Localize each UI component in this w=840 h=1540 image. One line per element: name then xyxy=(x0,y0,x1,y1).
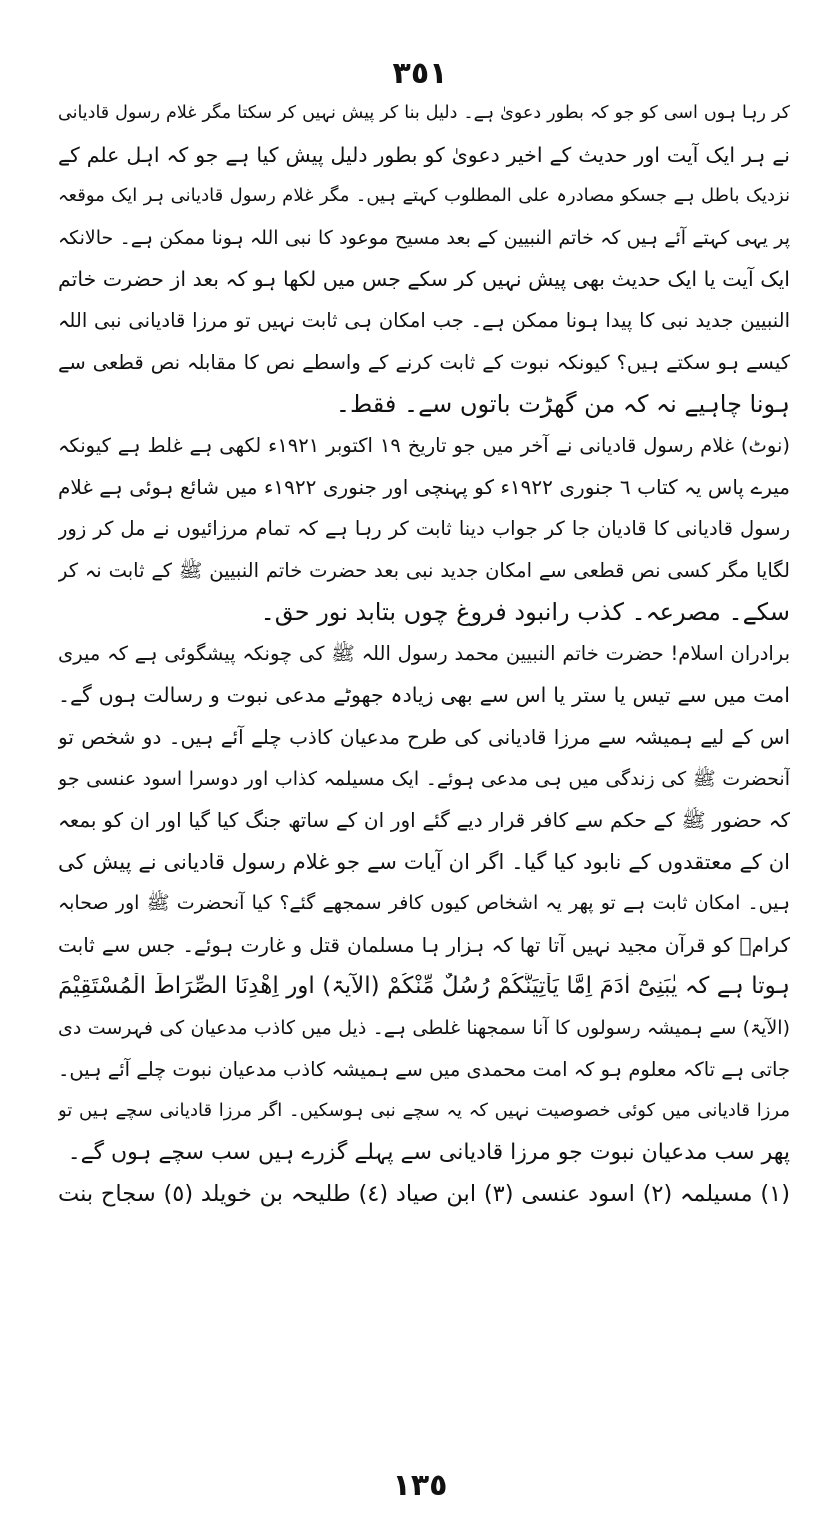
text-line: جاتی ہے تاکہ معلوم ہو کہ امت محمدی میں سے ہمیشہ کاذب مدعیان نبوت چلے آئے ہیں۔ xyxy=(58,1057,790,1081)
text-line: کرامؓ کو قرآن مجید نہیں آتا تھا کہ ہزار ہا مسلمان قتل و غارت ہوئے۔ جس سے ثابت xyxy=(58,932,790,957)
text-line: برادران اسلام! حضرت خاتم النبیین محمد رسول اللہ ﷺ کی چونکہ پیشگوئی ہے کہ میری xyxy=(58,641,790,665)
text-line: نے ہر ایک آیت اور حدیث کے اخیر دعویٰ کو بطور دلیل پیش کیا ہے جو کہ اہل علم کے xyxy=(58,142,790,167)
text-line: (الآیۃ) سے ہمیشہ رسولوں کا آنا سمجھنا غلطی ہے۔ ذیل میں کاذب مدعیان کی فہرست دی xyxy=(58,1017,790,1040)
text-line: اس کے لیے ہمیشہ سے مرزا قادیانی کی طرح مدعیان کاذب چلے آئے ہیں۔ دو شخص تو xyxy=(58,724,790,749)
text-line: کیسے ہو سکتے ہیں؟ کیونکہ نبوت کے ثابت کرنے کے واسطے نص کا مقابلہ نص قطعی سے xyxy=(58,350,790,374)
text-line: میرے پاس یہ کتاب ٦ جنوری ١٩٢٢ء کو پہنچی اور جنوری ١٩٢٢ء میں شائع ہوئی ہے غلام xyxy=(58,475,790,500)
page-number-top: ٣٥١ xyxy=(392,56,448,91)
text-line: پر یہی کہتے آئے ہیں کہ خاتم النبیین کے بعد مسیح موعود کا نبی اللہ ہونا ممکن ہے۔ حالانکہ xyxy=(58,226,790,249)
text-line: ہونا چاہیے نہ کہ من گھڑت باتوں سے۔ فقط۔ xyxy=(335,391,790,419)
text-line: کہ حضور ﷺ کے حکم سے کافر قرار دیے گئے اور ان کے ساتھ جنگ کیا گیا اور ان کو بمعہ xyxy=(58,808,790,833)
text-line: امت میں سے تیس یا ستر یا اس سے بھی زیادہ جھوٹے مدعی نبوت و رسالت ہوں گے۔ xyxy=(58,683,790,708)
text-line: ہیں۔ امکان ثابت ہے تو پھر یہ اشخاص کیوں کافر سمجھے گئے؟ کیا آنحضرت ﷺ اور صحابہ xyxy=(58,892,790,915)
text-line: کر رہا ہوں اسی کو جو کہ بطور دعویٰ ہے۔ دلیل بنا کر پیش نہیں کر سکتا مگر غلام رسول قادیانی xyxy=(58,103,790,123)
text-line: ہوتا ہے کہ یٰبَنِیْٓ اٰدَمَ اِمَّا یَاْتِیَنَّکُمْ رُسُلٌ مِّنْکُمْ (الآیۃ) اور اِھْدِنَا الصِّرَاطَ الْمُسْتَقِیْمَ xyxy=(58,973,790,1000)
text-line: سکے۔ مصرعہ۔ کذب رانبود فروغ چوں بتابد نور حق۔ xyxy=(260,599,790,627)
text-line: لگایا مگر کسی نص قطعی سے امکان جدید نبی بعد حضرت خاتم النبیین ﷺ کے ثابت نہ کر xyxy=(58,558,790,582)
page-number-bottom: ١٣٥ xyxy=(392,1468,448,1503)
text-line: آنحضرت ﷺ کی زندگی میں ہی مدعی ہوئے۔ ایک مسیلمہ کذاب اور دوسرا اسود عنسی جو xyxy=(58,767,790,790)
text-line: رسول قادیانی کا قادیان جا کر جواب دینا ثابت کر رہا ہے کہ تمام مرزائیوں نے مل کر زور xyxy=(58,516,790,540)
text-line: ان کے معتقدوں کے نابود کیا گیا۔ اگر ان آیات سے جو غلام رسول قادیانی نے پیش کی xyxy=(58,849,790,874)
text-line: پھر سب مدعیان نبوت جو مرزا قادیانی سے پہلے گزرے ہیں سب سچے ہوں گے۔ xyxy=(67,1139,790,1165)
text-line: مرزا قادیانی میں کوئی خصوصیت نہیں کہ یہ سچے نبی ہوسکیں۔ اگر مرزا قادیانی سچے ہیں تو xyxy=(58,1100,790,1122)
text-line: (نوٹ) غلام رسول قادیانی نے آخر میں جو تاریخ ١٩ اکتوبر ١٩٢١ء لکھی ہے غلط ہے کیونکہ xyxy=(58,433,790,457)
text-line: النبیین جدید نبی کا پیدا ہونا ممکن ہے۔ جب امکان ہی ثابت نہیں تو مرزا قادیانی نبی اللہ xyxy=(58,308,790,332)
text-line: (١) مسیلمہ (٢) اسود عنسی (٣) ابن صیاد (٤) طلیحہ بن خویلد (٥) سجاح بنت xyxy=(58,1181,790,1208)
text-line: نزدیک باطل ہے جسکو مصادرہ علی المطلوب کہتے ہیں۔ مگر غلام رسول قادیانی ہر ایک موقعہ xyxy=(58,185,790,207)
text-line: ایک آیت یا ایک حدیث بھی پیش نہیں کر سکے جس میں لکھا ہو کہ بعد از حضرت خاتم xyxy=(58,267,790,292)
body-text xyxy=(58,100,790,1223)
